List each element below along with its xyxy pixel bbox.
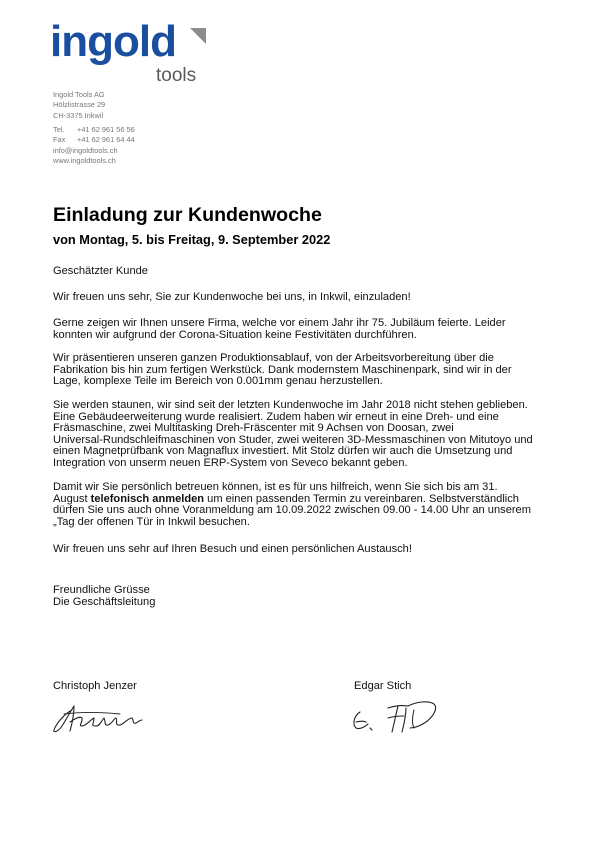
paragraph-line: Fräsmaschine, zwei Multitasking Dreh-Fräscenter mit 9 Achsen von Doosan, zwei xyxy=(53,422,454,435)
sender-fax xyxy=(53,135,135,145)
paragraph-line: Wir freuen uns sehr, Sie zur Kundenwoche bei uns, in Inkwil, einzuladen! xyxy=(53,291,411,303)
sender-website[interactable]: www.ingoldtools.ch xyxy=(53,156,116,166)
signer-name-jenzer: Christoph Jenzer xyxy=(53,680,137,692)
sender-email[interactable]: info@ingoldtools.ch xyxy=(53,145,118,155)
sender-phone-number: +41 62 961 56 56 xyxy=(77,124,135,134)
paragraph-closing-note xyxy=(53,544,553,556)
logo-subtext: tools xyxy=(156,65,197,86)
paragraph-line: Sie werden staunen, wir sind seit der letzten Kundenwoche im Jahr 2018 nicht stehen geblieben. xyxy=(53,399,528,411)
paragraph-intro xyxy=(53,292,553,304)
paragraph-production xyxy=(53,353,553,388)
sender-city: CH-3375 Inkwil xyxy=(53,110,104,120)
sender-street: Hölzlistrasse 29 xyxy=(53,100,106,110)
paragraph-line: Integration von unserm neuen ERP-System von Seveco bekannt geben. xyxy=(53,456,408,469)
paragraph-line: einen Magnetprüfbank von Magnaflux investiert. Mit Stolz dürfen wir auch die Umsetzung und xyxy=(53,445,513,458)
paragraph-company xyxy=(53,318,553,341)
paragraph-line: Wir freuen uns sehr auf Ihren Besuch und einen persönlichen Austausch! xyxy=(53,543,412,555)
paragraph-investments xyxy=(53,400,553,470)
emphasis-phone-registration: telefonisch anmelden xyxy=(90,492,205,505)
signer-name-stich: Edgar Stich xyxy=(354,680,412,692)
paragraph-line: Damit wir Sie persönlich betreuen können, ist es für uns hilfreich, wenn Sie sich bis am 31. xyxy=(53,481,498,493)
sender-company: Ingold Tools AG xyxy=(53,90,105,99)
sender-address-block xyxy=(53,90,135,166)
logo-triangle-icon xyxy=(186,28,206,48)
paragraph-line: Gerne zeigen wir Ihnen unsere Firma, welche vor einem Jahr ihr 75. Jubiläum feierte. Leider xyxy=(53,317,506,329)
closing-signatory: Die Geschäftsleitung xyxy=(53,595,156,608)
salutation xyxy=(53,266,553,278)
sender-phone-label: Tel. xyxy=(53,124,65,134)
paragraph-line: dürfen Sie uns auch ohne Voranmeldung am 10.09.2022 zwischen 09.00 - 14.00 Uhr an unserem xyxy=(53,504,531,517)
sender-phone xyxy=(53,125,135,135)
paragraph-line: „Tag der offenen Tür in Inkwil besuchen. xyxy=(53,515,250,528)
paragraph-line: Wir präsentieren unseren ganzen Produktionsablauf, von der Arbeitsvorbereitung über die xyxy=(53,352,494,364)
text-segment: um einen passenden Termin zu vereinbaren. Selbstverständlich xyxy=(204,492,519,505)
paragraph-line: konnten wir aufgrund der Corona-Situation keine Festivitäten durchführen. xyxy=(53,328,417,341)
signature-stich xyxy=(348,694,443,738)
paragraph-line: Universal-Rundschleifmaschinen von Studer, zwei weiteren 3D-Messmaschinen von Mitutoyo und xyxy=(53,433,533,446)
company-logo xyxy=(50,17,210,88)
page-title: Einladung zur Kundenwoche xyxy=(53,204,322,226)
paragraph-line: Fabrikation bis hin zum fertigen Werkstück. Dank modernstem Maschinenpark, sind wir in der xyxy=(53,363,512,376)
text-segment: August xyxy=(53,492,91,505)
closing-greeting: Freundliche Grüsse xyxy=(53,584,150,596)
salutation-text: Geschätzter Kunde xyxy=(53,265,148,277)
logo-wordmark: ingold xyxy=(50,17,176,66)
page-subtitle: von Montag, 5. bis Freitag, 9. September 2022 xyxy=(53,232,331,247)
paragraph-line: Eine Gebäudeerweiterung wurde realisiert. Zudem haben wir erneut in eine Dreh- und eine xyxy=(53,410,499,423)
sender-fax-number: +41 62 961 64 44 xyxy=(77,135,135,145)
closing-block xyxy=(53,585,553,608)
sender-fax-label: Fax xyxy=(53,135,66,145)
paragraph-line: Lage, komplexe Teile im Bereich von 0.001mm genau herzustellen. xyxy=(53,375,383,388)
signature-jenzer xyxy=(50,700,150,736)
paragraph-registration xyxy=(53,482,553,528)
